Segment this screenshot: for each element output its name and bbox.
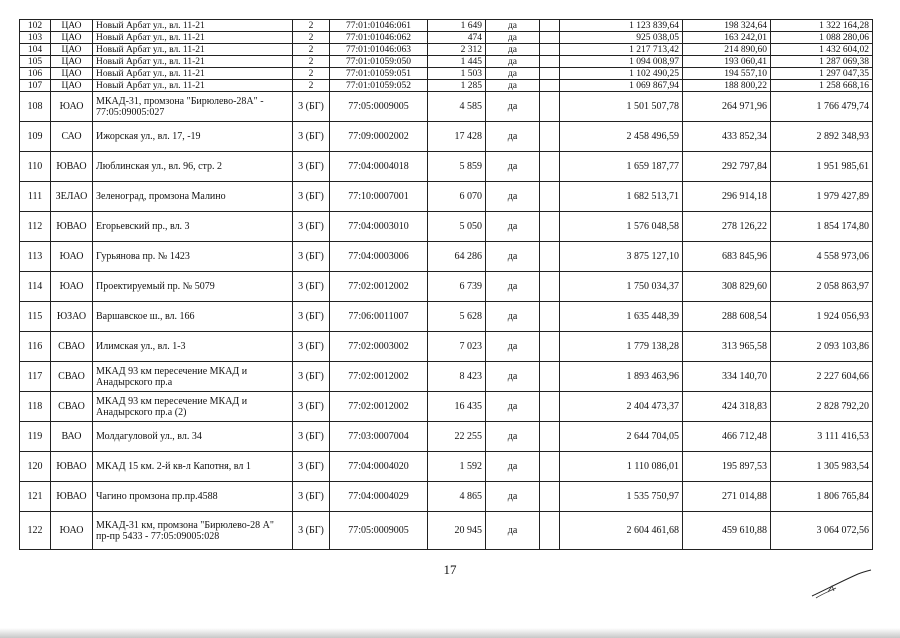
cell-n: 112 [20,212,51,242]
cell-cat: 3 (БГ) [293,392,330,422]
cell-okrug: ВАО [51,422,93,452]
cell-flag: да [486,152,540,182]
cell-cad: 77:04:0004029 [330,482,428,512]
cell-v1: 1 635 448,39 [560,302,683,332]
cell-v2: 195 897,53 [683,452,771,482]
cell-cad: 77:06:0011007 [330,302,428,332]
cell-n: 103 [20,32,51,44]
cell-v3: 2 058 863,97 [771,272,873,302]
cell-empty [540,20,560,32]
cell-n: 108 [20,92,51,122]
cell-n: 111 [20,182,51,212]
cell-cat: 3 (БГ) [293,182,330,212]
cell-area: 5 859 [428,152,486,182]
cell-cat: 3 (БГ) [293,362,330,392]
cell-v3: 2 227 604,66 [771,362,873,392]
cell-okrug: ЦАО [51,44,93,56]
cell-cad: 77:02:0003002 [330,332,428,362]
cell-v3: 1 854 174,80 [771,212,873,242]
cell-n: 120 [20,452,51,482]
cell-addr: МКАД 93 км пересечение МКАД и Анадырского пр.а (2) [93,392,293,422]
cell-area: 17 428 [428,122,486,152]
cell-flag: да [486,92,540,122]
cell-okrug: САО [51,122,93,152]
cell-cad: 77:01:01046:061 [330,20,428,32]
cell-v2: 193 060,41 [683,56,771,68]
table-row [20,92,873,122]
cell-okrug: ЦАО [51,68,93,80]
cell-v2: 292 797,84 [683,152,771,182]
table-row [20,332,873,362]
cell-cat: 2 [293,44,330,56]
cell-okrug: СВАО [51,332,93,362]
cell-v1: 1 217 713,42 [560,44,683,56]
cell-v2: 163 242,01 [683,32,771,44]
cell-flag: да [486,56,540,68]
cell-area: 16 435 [428,392,486,422]
cell-empty [540,122,560,152]
cell-empty [540,392,560,422]
cell-v3: 3 064 072,56 [771,512,873,550]
cell-cat: 3 (БГ) [293,242,330,272]
cell-v3: 1 924 056,93 [771,302,873,332]
cell-v3: 1 305 983,54 [771,452,873,482]
cell-area: 1 285 [428,80,486,92]
table-row [20,512,873,550]
cell-v2: 288 608,54 [683,302,771,332]
cell-okrug: ЦАО [51,80,93,92]
cell-cad: 77:01:01046:062 [330,32,428,44]
cell-flag: да [486,302,540,332]
cell-addr: Егорьевский пр., вл. 3 [93,212,293,242]
cell-flag: да [486,122,540,152]
land-plots-table [19,19,873,550]
cell-addr: Илимская ул., вл. 1-3 [93,332,293,362]
cell-v3: 1 088 280,06 [771,32,873,44]
cell-okrug: ЦАО [51,20,93,32]
cell-okrug: ЮЗАО [51,302,93,332]
cell-v3: 1 979 427,89 [771,182,873,212]
cell-cat: 2 [293,68,330,80]
cell-flag: да [486,272,540,302]
cell-cat: 3 (БГ) [293,122,330,152]
cell-v2: 198 324,64 [683,20,771,32]
cell-empty [540,302,560,332]
cell-n: 114 [20,272,51,302]
cell-n: 117 [20,362,51,392]
table-row [20,122,873,152]
cell-area: 8 423 [428,362,486,392]
cell-addr: Зеленоград, промзона Малино [93,182,293,212]
cell-flag: да [486,452,540,482]
cell-n: 115 [20,302,51,332]
cell-v1: 3 875 127,10 [560,242,683,272]
cell-empty [540,68,560,80]
cell-v2: 313 965,58 [683,332,771,362]
cell-empty [540,152,560,182]
cell-v1: 1 069 867,94 [560,80,683,92]
cell-addr: Ижорская ул., вл. 17, -19 [93,122,293,152]
table-row [20,80,873,92]
cell-flag: да [486,392,540,422]
cell-cat: 2 [293,32,330,44]
cell-addr: МКАД-31 км, промзона "Бирюлево-28 А" пр-пр 5433 - 77:05:09005:028 [93,512,293,550]
cell-okrug: ЮВАО [51,212,93,242]
cell-v3: 1 322 164,28 [771,20,873,32]
cell-area: 2 312 [428,44,486,56]
table-row [20,212,873,242]
cell-cad: 77:02:0012002 [330,392,428,422]
table-row [20,452,873,482]
cell-v2: 264 971,96 [683,92,771,122]
cell-empty [540,422,560,452]
cell-v1: 1 576 048,58 [560,212,683,242]
table-row [20,152,873,182]
cell-flag: да [486,422,540,452]
cell-cat: 3 (БГ) [293,212,330,242]
table-row [20,56,873,68]
cell-addr: МКАД 93 км пересечение МКАД и Анадырского пр.а [93,362,293,392]
cell-n: 106 [20,68,51,80]
cell-v1: 2 644 704,05 [560,422,683,452]
cell-n: 104 [20,44,51,56]
cell-okrug: ЦАО [51,32,93,44]
cell-empty [540,272,560,302]
cell-flag: да [486,512,540,550]
cell-area: 22 255 [428,422,486,452]
cell-v2: 194 557,10 [683,68,771,80]
cell-v2: 334 140,70 [683,362,771,392]
cell-v3: 2 093 103,86 [771,332,873,362]
cell-n: 109 [20,122,51,152]
table-row [20,20,873,32]
cell-okrug: ЮВАО [51,482,93,512]
cell-v1: 925 038,05 [560,32,683,44]
cell-v2: 424 318,83 [683,392,771,422]
table-row [20,242,873,272]
cell-v2: 188 800,22 [683,80,771,92]
cell-empty [540,182,560,212]
cell-v1: 1 893 463,96 [560,362,683,392]
cell-area: 1 592 [428,452,486,482]
cell-empty [540,32,560,44]
cell-v2: 278 126,22 [683,212,771,242]
cell-cad: 77:01:01059:051 [330,68,428,80]
cell-v3: 1 258 668,16 [771,80,873,92]
cell-okrug: ЮАО [51,92,93,122]
cell-v3: 3 111 416,53 [771,422,873,452]
table-row [20,362,873,392]
cell-okrug: ЮАО [51,512,93,550]
table-body [20,20,873,550]
cell-cad: 77:09:0002002 [330,122,428,152]
table-row [20,182,873,212]
cell-v2: 683 845,96 [683,242,771,272]
cell-cat: 3 (БГ) [293,152,330,182]
cell-empty [540,92,560,122]
cell-okrug: СВАО [51,392,93,422]
cell-v1: 1 094 008,97 [560,56,683,68]
cell-v1: 1 779 138,28 [560,332,683,362]
cell-cad: 77:01:01059:050 [330,56,428,68]
cell-v1: 2 404 473,37 [560,392,683,422]
cell-empty [540,362,560,392]
cell-v3: 2 828 792,20 [771,392,873,422]
cell-n: 110 [20,152,51,182]
cell-okrug: ЗЕЛАО [51,182,93,212]
cell-v2: 271 014,88 [683,482,771,512]
cell-n: 122 [20,512,51,550]
page-number: 17 [443,562,457,577]
cell-okrug: СВАО [51,362,93,392]
cell-cad: 77:05:0009005 [330,92,428,122]
cell-v2: 433 852,34 [683,122,771,152]
cell-v2: 308 829,60 [683,272,771,302]
cell-flag: да [486,44,540,56]
cell-cad: 77:02:0012002 [330,272,428,302]
signature [770,560,880,620]
cell-area: 4 865 [428,482,486,512]
cell-cat: 2 [293,80,330,92]
cell-empty [540,56,560,68]
cell-addr: МКАД-31, промзона "Бирюлево-28А" - 77:05:09005:027 [93,92,293,122]
cell-v2: 459 610,88 [683,512,771,550]
cell-cat: 3 (БГ) [293,482,330,512]
cell-addr: Новый Арбат ул., вл. 11-21 [93,68,293,80]
cell-addr: Молдагуловой ул., вл. 34 [93,422,293,452]
cell-addr: Новый Арбат ул., вл. 11-21 [93,20,293,32]
cell-cad: 77:04:0003006 [330,242,428,272]
cell-cad: 77:10:0007001 [330,182,428,212]
cell-area: 5 050 [428,212,486,242]
cell-flag: да [486,68,540,80]
cell-cat: 3 (БГ) [293,512,330,550]
cell-n: 107 [20,80,51,92]
cell-addr: Люблинская ул., вл. 96, стр. 2 [93,152,293,182]
cell-okrug: ЮАО [51,242,93,272]
cell-okrug: ЮАО [51,272,93,302]
cell-area: 1 445 [428,56,486,68]
cell-v1: 1 535 750,97 [560,482,683,512]
cell-v1: 1 123 839,64 [560,20,683,32]
table-row [20,32,873,44]
cell-v3: 1 766 479,74 [771,92,873,122]
cell-area: 474 [428,32,486,44]
cell-empty [540,212,560,242]
cell-okrug: ЦАО [51,56,93,68]
cell-addr: Новый Арбат ул., вл. 11-21 [93,44,293,56]
cell-addr: Чагино промзона пр.пр.4588 [93,482,293,512]
cell-cat: 2 [293,20,330,32]
cell-v3: 1 287 069,38 [771,56,873,68]
cell-v2: 214 890,60 [683,44,771,56]
cell-addr: Новый Арбат ул., вл. 11-21 [93,56,293,68]
cell-cad: 77:04:0004020 [330,452,428,482]
table-row [20,392,873,422]
cell-cat: 3 (БГ) [293,422,330,452]
cell-empty [540,452,560,482]
cell-cat: 3 (БГ) [293,302,330,332]
cell-empty [540,80,560,92]
scan-edge [0,628,900,638]
cell-area: 6 070 [428,182,486,212]
cell-cad: 77:01:01059:052 [330,80,428,92]
cell-okrug: ЮВАО [51,452,93,482]
cell-v1: 2 604 461,68 [560,512,683,550]
cell-flag: да [486,332,540,362]
cell-flag: да [486,20,540,32]
cell-area: 64 286 [428,242,486,272]
cell-v1: 2 458 496,59 [560,122,683,152]
cell-cad: 77:05:0009005 [330,512,428,550]
cell-flag: да [486,212,540,242]
cell-empty [540,482,560,512]
cell-cat: 3 (БГ) [293,452,330,482]
cell-okrug: ЮВАО [51,152,93,182]
cell-n: 121 [20,482,51,512]
table-row [20,482,873,512]
table-row [20,302,873,332]
cell-area: 6 739 [428,272,486,302]
cell-addr: Новый Арбат ул., вл. 11-21 [93,80,293,92]
cell-cad: 77:01:01046:063 [330,44,428,56]
cell-n: 116 [20,332,51,362]
cell-flag: да [486,182,540,212]
cell-area: 5 628 [428,302,486,332]
table-row [20,68,873,80]
cell-addr: Новый Арбат ул., вл. 11-21 [93,32,293,44]
cell-addr: МКАД 15 км. 2-й кв-л Капотня, вл 1 [93,452,293,482]
cell-flag: да [486,80,540,92]
cell-v3: 1 951 985,61 [771,152,873,182]
cell-flag: да [486,32,540,44]
table-row [20,272,873,302]
cell-v1: 1 750 034,37 [560,272,683,302]
cell-cad: 77:04:0003010 [330,212,428,242]
cell-v3: 1 806 765,84 [771,482,873,512]
cell-cat: 3 (БГ) [293,92,330,122]
cell-addr: Варшавское ш., вл. 166 [93,302,293,332]
cell-flag: да [486,242,540,272]
cell-v1: 1 659 187,77 [560,152,683,182]
cell-n: 105 [20,56,51,68]
cell-cat: 3 (БГ) [293,332,330,362]
cell-v2: 296 914,18 [683,182,771,212]
cell-area: 7 023 [428,332,486,362]
cell-empty [540,242,560,272]
cell-cat: 3 (БГ) [293,272,330,302]
cell-cad: 77:02:0012002 [330,362,428,392]
cell-area: 4 585 [428,92,486,122]
cell-v3: 1 297 047,35 [771,68,873,80]
cell-cad: 77:04:0004018 [330,152,428,182]
cell-v3: 4 558 973,06 [771,242,873,272]
cell-area: 20 945 [428,512,486,550]
cell-cat: 2 [293,56,330,68]
cell-empty [540,332,560,362]
cell-n: 118 [20,392,51,422]
table-row [20,44,873,56]
cell-v2: 466 712,48 [683,422,771,452]
cell-v1: 1 501 507,78 [560,92,683,122]
cell-area: 1 649 [428,20,486,32]
cell-v3: 1 432 604,02 [771,44,873,56]
cell-empty [540,512,560,550]
cell-n: 113 [20,242,51,272]
cell-addr: Проектируемый пр. № 5079 [93,272,293,302]
cell-area: 1 503 [428,68,486,80]
cell-flag: да [486,362,540,392]
cell-empty [540,44,560,56]
cell-flag: да [486,482,540,512]
cell-v3: 2 892 348,93 [771,122,873,152]
cell-addr: Гурьянова пр. № 1423 [93,242,293,272]
cell-v1: 1 110 086,01 [560,452,683,482]
cell-v1: 1 102 490,25 [560,68,683,80]
table-row [20,422,873,452]
cell-cad: 77:03:0007004 [330,422,428,452]
cell-v1: 1 682 513,71 [560,182,683,212]
cell-n: 102 [20,20,51,32]
cell-n: 119 [20,422,51,452]
